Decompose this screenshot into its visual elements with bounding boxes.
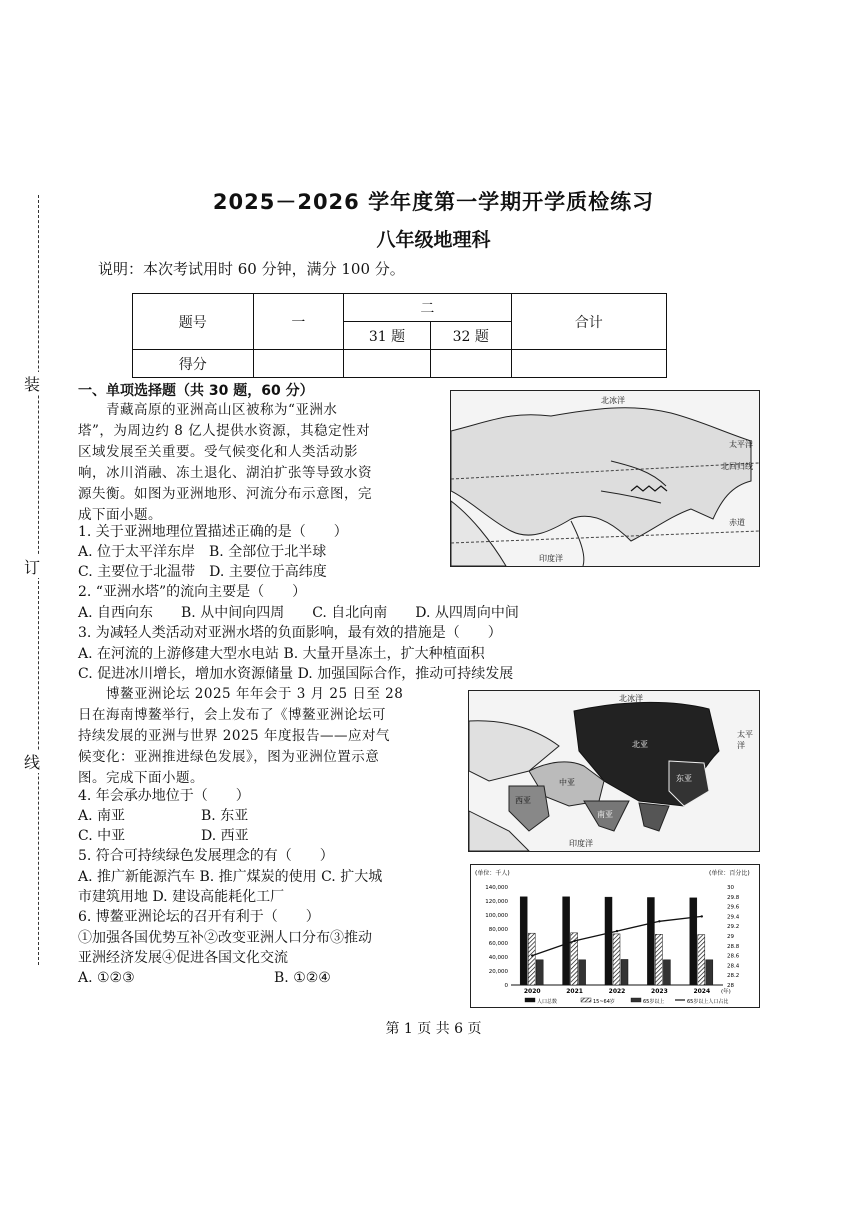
passage-2-line: 博鳌亚洲论坛 2025 年年会于 3 月 25 日至 28 [106, 686, 404, 702]
binding-char-ding: 订 [24, 555, 40, 578]
chart-bar [536, 960, 543, 985]
question-1-options-cd: C. 主要位于北温带 D. 主要位于高纬度 [78, 564, 327, 580]
chart-bar [613, 934, 620, 985]
binding-line [16, 195, 39, 965]
chart-bar [621, 959, 628, 985]
map2-label-south-asia: 南亚 [597, 810, 613, 819]
chart-legend-swatch [581, 998, 591, 1002]
chart-left-tick: 40,000 [488, 955, 508, 961]
cell-er: 二 [344, 294, 511, 322]
question-4-option-c: C. 中亚 [78, 828, 126, 844]
passage-2-line: 日在海南博鳌举行，会上发布了《博鳌亚洲论坛可 [78, 707, 386, 723]
chart-right-tick: 29 [727, 934, 734, 940]
chart-legend-label: 15~64岁 [593, 999, 615, 1005]
chart-x-unit: (年) [721, 989, 731, 995]
asia-map-2-svg [469, 691, 759, 851]
chart-legend-label: 65岁以上 [643, 999, 665, 1005]
chart-legend-label: 65岁以上人口占比 [687, 999, 729, 1005]
map2-label-east-asia: 东亚 [676, 774, 692, 783]
question-4-option-d: D. 西亚 [201, 828, 249, 844]
question-6-statements-2: 亚洲经济发展④促进各国文化交流 [78, 950, 288, 966]
chart-line-point [701, 915, 703, 917]
chart-right-tick: 29.8 [727, 894, 740, 901]
chart-bar [690, 898, 697, 985]
chart-legend-swatch [631, 998, 641, 1002]
passage-1-line: 成下面小题。 [78, 507, 162, 523]
chart-bar [563, 897, 570, 985]
cell-q32: 32 题 [430, 322, 511, 350]
chart-bar [605, 897, 612, 985]
chart-left-tick: 80,000 [488, 927, 508, 933]
chart-left-tick: 120,000 [485, 899, 508, 905]
question-4-option-a: A. 南亚 [78, 808, 126, 824]
chart-bar [655, 934, 662, 985]
chart-left-tick: 20,000 [488, 969, 508, 975]
chart-legend-swatch [525, 998, 535, 1002]
cell-yi: 一 [253, 294, 344, 350]
cell-heji: 合计 [511, 294, 666, 350]
exam-note: 说明：本次考试用时 60 分钟，满分 100 分。 [98, 260, 405, 278]
chart-right-tick: 28.2 [727, 973, 740, 980]
chart-left-tick: 60,000 [488, 941, 508, 947]
map2-label-west-asia: 西亚 [515, 796, 531, 805]
question-5: 5. 符合可持续绿色发展理念的有（ ） [78, 848, 334, 864]
chart-right-tick: 28.8 [727, 943, 740, 950]
chart-line-point [573, 940, 575, 942]
map1-label-tropic: 北回归线 [721, 462, 753, 471]
chart-bar [528, 933, 535, 985]
chart-bar [663, 960, 670, 985]
chart-bar [520, 897, 527, 985]
chart-right-unit: (单位：百分比) [709, 870, 750, 877]
question-5-options-line1: A. 推广新能源汽车 B. 推广煤炭的使用 C. 扩大城 [78, 869, 383, 885]
map2-label-north-asia: 北亚 [632, 740, 648, 749]
exam-title: 2025－2026 学年度第一学期开学质检练习 [212, 190, 655, 214]
passage-1-line: 响，冰川消融、冻土退化、湖泊扩张等导致水资 [78, 465, 372, 481]
cell-q31: 31 题 [344, 322, 431, 350]
question-3-options-cd: C. 促进冰川增长，增加水资源储量 D. 加强国际合作，推动可持续发展 [78, 666, 514, 682]
cell-defen: 得分 [133, 350, 254, 378]
chart-right-tick: 29.6 [727, 904, 740, 911]
score-table [132, 293, 667, 378]
score-field-31[interactable] [344, 350, 431, 378]
chart-bar [579, 960, 586, 985]
chart-line-point [531, 954, 533, 956]
asia-map-1-svg [451, 391, 759, 566]
passage-1-line: 区域发展至关重要。受气候变化和人类活动影 [78, 444, 358, 460]
binding-char-xian: 线 [24, 750, 40, 773]
score-field-total[interactable] [511, 350, 666, 378]
map1-label-equator: 赤道 [729, 518, 745, 527]
chart-legend-label: 人口总数 [537, 999, 558, 1005]
section-heading: 一、单项选择题（共 30 题，60 分） [78, 383, 314, 399]
exam-subtitle: 八年级地理科 [376, 229, 491, 251]
question-6-option-a: A. ①②③ [78, 970, 135, 986]
passage-2 [78, 684, 463, 789]
question-3-options-ab: A. 在河流的上游修建大型水电站 B. 大量开垦冻土，扩大种植面积 [78, 646, 485, 662]
population-chart-frame [470, 864, 760, 1008]
question-2: 2. “亚洲水塔”的流向主要是（ ） [78, 584, 307, 600]
passage-1-line: 源失衡。如图为亚洲地形、河流分布示意图，完 [78, 486, 372, 502]
chart-right-tick: 28.4 [727, 963, 740, 970]
chart-x-tick: 2022 [608, 988, 626, 995]
passage-2-line: 候变化：亚洲推进绿色发展》，图为亚洲位置示意 [78, 749, 380, 765]
cell-tihao: 题号 [133, 294, 254, 350]
chart-bar [698, 935, 705, 985]
chart-right-tick: 30 [727, 885, 734, 891]
question-2-options: A. 自西向东 B. 从中间向四周 C. 自北向南 D. 从四周向中间 [78, 605, 519, 621]
map2-label-indian: 印度洋 [569, 839, 593, 848]
chart-right-tick: 28.6 [727, 953, 740, 960]
question-5-options-line2: 市建筑用地 D. 建设高能耗化工厂 [78, 889, 285, 905]
chart-x-tick: 2024 [693, 988, 711, 995]
passage-1-line: 青藏高原的亚洲高山区被称为“亚洲水 [106, 402, 338, 418]
chart-x-tick: 2023 [651, 988, 668, 995]
score-field-32[interactable] [430, 350, 511, 378]
chart-right-tick: 28 [727, 983, 734, 989]
chart-x-tick: 2021 [566, 988, 583, 995]
passage-2-line: 图。完成下面小题。 [78, 770, 204, 786]
score-field-1[interactable] [253, 350, 344, 378]
chart-left-unit: (单位：千人) [475, 870, 510, 877]
chart-bar [706, 960, 713, 985]
page-footer: 第 1 页 共 6 页 [385, 1021, 482, 1037]
question-6: 6. 博鳌亚洲论坛的召开有利于（ ） [78, 909, 320, 925]
map1-label-arctic: 北冰洋 [601, 396, 625, 405]
population-chart [471, 865, 759, 1007]
question-3: 3. 为减轻人类活动对亚洲水塔的负面影响，最有效的措施是（ ） [78, 625, 502, 641]
chart-bar [647, 898, 654, 986]
question-6-option-b: B. ①②④ [274, 970, 331, 986]
passage-1 [78, 400, 443, 526]
chart-x-tick: 2020 [523, 988, 541, 995]
passage-2-line: 持续发展的亚洲与世界 2025 年度报告——应对气 [78, 728, 390, 744]
chart-left-tick: 100,000 [485, 913, 508, 919]
binding-char-zhuang: 装 [24, 372, 40, 395]
map2-label-arctic: 北冰洋 [619, 694, 643, 703]
chart-line-point [658, 920, 660, 922]
question-1-options-ab: A. 位于太平洋东岸 B. 全部位于北半球 [78, 544, 327, 560]
map1-label-pacific: 太平洋 [729, 440, 753, 449]
question-1: 1. 关于亚洲地理位置描述正确的是（ ） [78, 524, 348, 540]
chart-right-tick: 29.4 [727, 914, 740, 921]
chart-left-tick: 140,000 [485, 885, 508, 891]
chart-line-point [616, 930, 618, 932]
question-4: 4. 年会承办地位于（ ） [78, 788, 250, 804]
map1-label-indian: 印度洋 [539, 554, 563, 563]
chart-left-tick: 0 [504, 983, 508, 989]
asia-location-map [468, 690, 760, 852]
question-4-option-b: B. 东亚 [201, 808, 249, 824]
map2-label-central-asia: 中亚 [559, 778, 575, 787]
chart-right-tick: 29.2 [727, 924, 740, 931]
map2-label-pacific: 太平洋 [737, 730, 753, 750]
asia-terrain-river-map [450, 390, 760, 567]
question-6-statements-1: ①加强各国优势互补②改变亚洲人口分布③推动 [78, 930, 372, 946]
passage-1-line: 塔”，为周边约 8 亿人提供水资源，其稳定性对 [78, 423, 371, 439]
